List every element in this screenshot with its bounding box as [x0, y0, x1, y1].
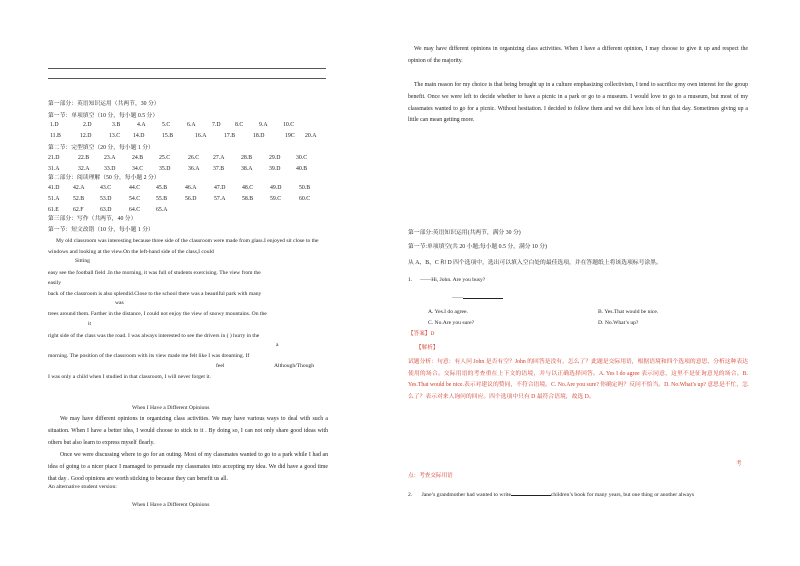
answer-cell: 14.D — [133, 133, 145, 139]
answer-cell: 55.B — [156, 196, 168, 202]
answer-cell: 48.C — [242, 185, 254, 191]
answer-cell: 17.B — [224, 133, 236, 139]
answer-cell: 2.D — [83, 122, 92, 128]
alternative-label: An alternative student version: — [48, 484, 117, 490]
answer-cell: 59.C — [270, 196, 282, 202]
header-rule-top — [48, 68, 326, 69]
question-number: 2. — [408, 492, 413, 498]
answer-cell: 57.A — [214, 196, 226, 202]
question-blank — [452, 293, 503, 302]
answer-cell: 8.C — [235, 122, 244, 128]
correction-mark: was — [115, 300, 124, 306]
answer-cell: 5.C — [162, 122, 171, 128]
answer-cell: 35.D — [159, 166, 171, 172]
question-text-after: children’s book for many years, but one thing or another always — [550, 492, 695, 498]
answer-cell: 63.D — [100, 207, 112, 213]
correction-mark: feel — [216, 363, 225, 369]
answer-cell: 9.A — [259, 122, 268, 128]
answer-cell: 60.C — [299, 196, 311, 202]
correction-mark: easily — [48, 280, 62, 286]
answer-cell: 37.B — [213, 166, 225, 172]
header-rule-bottom — [48, 78, 326, 79]
answer-cell: 45.B — [156, 185, 168, 191]
answer-cell: 20.A — [305, 133, 317, 139]
essay-paragraph: Once we were discussing where to go for an outing. Most of my classmates wanted to go to a park while I had an idea of going to a nicer piace I mamaged to persuade my classmates into accepting my idea. We did have a good time that day . Good opinions are worth sticking to because they can benefit us all. — [48, 452, 328, 482]
answer-cell: 39.D — [269, 166, 281, 172]
alternative-paragraph: The main reason for my choice is that being brought up in a culture emphasizing collectivism, I tend to sacrifice my own interest for the group benefit. Once we were left to decide whether to have a picnic in a park or go to a museum. I would love to go to a museum, but most of my classmates wanted to go for a picnic. Without hesitation. I decided to follow them and we did have lots of fun that day. Sometimes giving up a little can mean getting more. — [408, 82, 748, 124]
correction-mark: it — [88, 321, 92, 327]
answer-cell: 50.B — [299, 185, 311, 191]
answer-cell: 62.F — [73, 207, 84, 213]
answer-cell: 15.B — [162, 133, 174, 139]
answer-label: 【答案】D — [408, 331, 435, 337]
sec1-heading: 第一节：单项填空（10 分，每小题 0.5 分） — [48, 113, 159, 119]
alternative-title: When I Have a Different Opinions — [132, 502, 210, 508]
answer-cell: 16.A — [195, 133, 207, 139]
answer-cell: 19C — [285, 133, 295, 139]
part2-heading: 第二部分：阅读理解（50 分，每小题 2 分） — [48, 175, 160, 181]
correction-mark: Although/Though — [274, 363, 315, 369]
part1-heading: 第一部分：英语知识运用（共两节，30 分） — [48, 101, 160, 107]
essay-line: right side of the class was the road. I was always interested to see the drivers in ( ) hurry in the — [48, 333, 260, 339]
answer-cell: 52.B — [73, 196, 85, 202]
answer-blank — [511, 490, 551, 496]
sec4-heading: 第一节：短文改错（10 分，每小题 1 分） — [48, 227, 154, 233]
answer-cell: 13.C — [109, 133, 121, 139]
answer-cell: 42.A — [73, 185, 85, 191]
question-number: 1. — [408, 277, 413, 283]
answer-cell: 26.C — [188, 155, 200, 161]
answer-cell: 44.C — [129, 185, 141, 191]
essay-line: My old classroom was interesting because three side of the classroom were made from glass.I enjoyed sit close to the — [56, 238, 319, 244]
exam-sec1-heading: 第一节:单项填空(共 20 小题;每小题 0.5 分，满分 10 分) — [408, 244, 547, 250]
question-text-before: Jane’s grandmother had wanted to write — [421, 492, 511, 498]
answer-cell: 18.D — [253, 133, 265, 139]
correction-mark: Sitting — [75, 258, 90, 264]
analysis-text: 试题分析：句意：有人问 John 是否有空？John 的回答是没有，怎么了？此题是交际用语，根据语境和四个选项的意思，分析这种表达使用的场合。交际用语的考查重在上下文的语境，并与以正确选择回答。A. Yes I do agree 表示同意，这里不是征询意见的场合。B. Yes.That would be nice.表示对建议的赞同，不符合语境。C. No.Are you sure? 你确定吗？反问不恰当。D. No.What’s up? 意思是不忙，怎么了？表示对来人询问的回应。四个选项中只有 D 最符合语境，故选 D。 — [408, 359, 748, 400]
answer-cell: 10.C — [283, 122, 295, 128]
essay-line: trees around them. Farther in the distance, I could not enjoy the view of snowy mountains. On the — [48, 311, 267, 317]
part3-heading: 第三部分：写作（共两节，40 分） — [48, 216, 137, 222]
analysis-label: 【解析】 — [416, 345, 439, 351]
question-2 — [408, 490, 694, 499]
analysis-tail: 考 — [736, 461, 742, 467]
correction-mark: a — [276, 342, 279, 348]
answer-blank — [463, 293, 503, 299]
essay-line: morning. The position of the classroom with its view made me felt like I was dreaming. If — [48, 353, 250, 359]
question-text: ——Hi, John. Are you busy? — [420, 277, 486, 283]
answer-cell: 34.C — [132, 166, 144, 172]
answer-cell: 28.B — [241, 155, 253, 161]
answer-cell: 65.A — [156, 207, 168, 213]
answer-cell: 1.D — [50, 122, 59, 128]
knowledge-point: 点：考查交际用语 — [408, 473, 453, 479]
answer-cell: 41.D — [48, 185, 60, 191]
answer-cell: 40.B — [296, 166, 308, 172]
answer-cell: 23.A — [104, 155, 116, 161]
answer-cell: 12.D — [80, 133, 92, 139]
option-a: A. Yes.I do agree. — [428, 309, 468, 315]
answer-cell: 30.C — [296, 155, 308, 161]
option-c: C. No.Are you sure? — [428, 320, 475, 326]
answer-cell: 43.C — [100, 185, 112, 191]
alternative-paragraph: We may have different opinions in organizing class activities. When I have a different opinion, I may choose to give it up and respect the opinion of the majority. — [408, 46, 748, 64]
answer-cell: 7.D — [212, 122, 221, 128]
answer-cell: 61.E — [48, 207, 59, 213]
essay-paragraph: We may have different opinions in organizing class activities. We may have various ways to deal with such a situation. When I have a better idea, I would choose to stick to it . By doing so, I can not only share good ideas with others but also learn to express myself flearly. — [48, 416, 328, 446]
answer-cell: 54.C — [129, 196, 141, 202]
answer-cell: 22.B — [78, 155, 90, 161]
answer-cell: 29.D — [269, 155, 281, 161]
option-d: D. No.What’s up? — [598, 320, 639, 326]
answer-cell: 64.C — [129, 207, 141, 213]
exam-instruction: 从 A、B、C 和 D 四个选项中，选出可以填入空白处的最佳选项，并在答题纸上将该选项标号涂黑。 — [408, 260, 662, 266]
dialogue-dash: —— — [452, 295, 464, 301]
answer-cell: 51.A — [48, 196, 60, 202]
option-b: B. Yes.That would be nice. — [598, 309, 659, 315]
answer-cell: 21.D — [48, 155, 60, 161]
answer-cell: 46.A — [185, 185, 197, 191]
essay-line: easy see the football field .In the morning, it was full of students exercising. The view from the — [48, 270, 261, 276]
essay-title: When I Have a Different Opinions — [132, 405, 210, 411]
answer-cell: 4.A — [137, 122, 146, 128]
answer-cell: 32.A — [78, 166, 90, 172]
answer-cell: 3.B — [112, 122, 121, 128]
exam-part1-heading: 第一部分:英语知识运用(共两节，满分 30 分) — [408, 230, 521, 236]
answer-cell: 24.B — [132, 155, 144, 161]
essay-line: I was only a child when I studied in that classroom, I will never forget it. — [48, 374, 211, 380]
answer-cell: 6.A — [187, 122, 196, 128]
answer-cell: 36.A — [188, 166, 200, 172]
answer-cell: 47.D — [214, 185, 226, 191]
answer-cell: 31.A — [48, 166, 60, 172]
answer-cell: 25.C — [159, 155, 171, 161]
answer-cell: 27.A — [213, 155, 225, 161]
answer-cell: 53.D — [100, 196, 112, 202]
sec2-heading: 第二节：完型填空（20 分，每小题 1 分） — [48, 145, 154, 151]
answer-cell: 49.D — [270, 185, 282, 191]
answer-cell: 33.D — [104, 166, 116, 172]
answer-cell: 11.B — [50, 133, 61, 139]
essay-line: windows and looking at the view.On the left-hand side of the class,I could — [48, 249, 214, 255]
essay-line: back of the classroom is also splendid.Close to the school there was a beautiful park with many — [48, 291, 262, 297]
answer-cell: 56.D — [185, 196, 197, 202]
answer-cell: 58.B — [242, 196, 254, 202]
answer-cell: 38.A — [241, 166, 253, 172]
